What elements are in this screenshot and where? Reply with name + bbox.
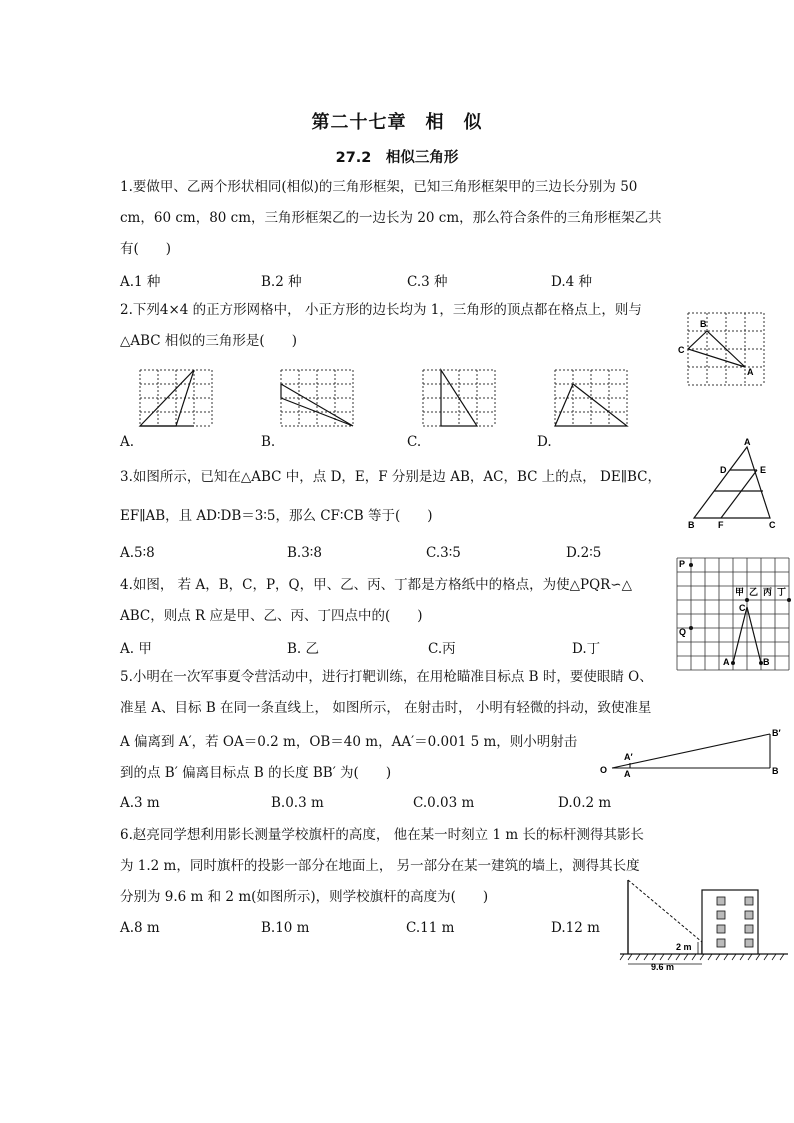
q4-label-c: C <box>739 603 746 613</box>
q1-line-2: cm，60 cm，80 cm，三角形框架乙的一边长为 20 cm，那么符合条件的三角形框架乙共 <box>120 210 662 226</box>
q6-label-2m: 2 m <box>676 942 692 952</box>
q4-label-jia: 甲 <box>735 587 745 597</box>
q1-option-a[interactable]: A.1 种 <box>120 274 161 290</box>
q3-option-a[interactable]: A.5∶8 <box>120 545 155 561</box>
q2-option-d-figure <box>555 370 627 426</box>
q5-label-a: A <box>624 769 631 779</box>
q2-label-a: A <box>747 367 754 377</box>
q3-label-b: B <box>688 520 695 530</box>
q5-label-b-prime: B′ <box>772 728 781 738</box>
q2-option-b-figure <box>281 370 353 426</box>
q2-option-d[interactable]: D. <box>537 434 552 450</box>
q5-label-b: B <box>772 766 779 776</box>
q3-line-2: EF∥AB，且 AD∶DB＝3∶5，那么 CF∶CB 等于( ) <box>120 508 433 524</box>
q6-line-2: 为 1.2 m，同时旗杆的投影一部分在地面上， 另一部分在某一建筑的墙上，测得其长度 <box>120 858 640 874</box>
q5-label-a-prime: A′ <box>624 752 633 762</box>
q6-option-c[interactable]: C.11 m <box>406 920 455 936</box>
page-title: 第二十七章 相 似 <box>311 112 483 133</box>
q2-option-a-figure <box>140 370 212 426</box>
q6-line-1: 6.赵亮同学想利用影长测量学校旗杆的高度， 他在某一时刻立 1 m 长的标杆测得其影长 <box>120 827 644 843</box>
q2-label-c: C <box>678 345 685 355</box>
q5-option-c[interactable]: C.0.03 m <box>413 795 475 811</box>
q4-option-c[interactable]: C.丙 <box>428 641 456 657</box>
q1-option-c[interactable]: C.3 种 <box>407 274 448 290</box>
q1-option-b[interactable]: B.2 种 <box>261 274 302 290</box>
q6-label-9-6m: 9.6 m <box>651 962 675 972</box>
q6-option-d[interactable]: D.12 m <box>551 920 600 936</box>
section-subtitle: 27.2 相似三角形 <box>335 150 459 166</box>
q6-option-b[interactable]: B.10 m <box>261 920 310 936</box>
q3-label-f: F <box>718 520 724 530</box>
q5-line-3: A 偏离到 A′，若 OA＝0.2 m，OB＝40 m，AA′＝0.001 5 m，则小明射击 <box>120 734 578 750</box>
q3-label-c: C <box>769 520 776 530</box>
q4-label-yi: 乙 <box>749 587 759 597</box>
q2-option-c[interactable]: C. <box>407 434 422 450</box>
q4-line-1: 4.如图， 若 A，B，C，P，Q，甲、乙、丙、丁都是方格纸中的格点，为使△PQR∽△ <box>120 577 633 593</box>
q5-line-1: 5.小明在一次军事夏令营活动中，进行打靶训练，在用枪瞄准目标点 B 时，要使眼睛 O、 <box>120 669 653 685</box>
q4-option-b[interactable]: B. 乙 <box>287 641 320 657</box>
q2-option-b[interactable]: B. <box>261 434 276 450</box>
q6-line-3: 分别为 9.6 m 和 2 m(如图所示)，则学校旗杆的高度为( ) <box>120 889 489 905</box>
q4-label-p: P <box>679 559 686 569</box>
q3-option-c[interactable]: C.3∶5 <box>426 545 461 561</box>
q6-figure <box>620 878 790 973</box>
q1-line-3: 有( ) <box>120 241 172 257</box>
q2-line-1: 2.下列4×4 的正方形网格中， 小正方形的边长均为 1，三角形的顶点都在格点上，则与 <box>120 302 642 318</box>
q4-option-d[interactable]: D.丁 <box>572 641 601 657</box>
q4-label-b: B <box>763 657 770 667</box>
q5-option-b[interactable]: B.0.3 m <box>271 795 324 811</box>
q5-label-o: O <box>600 765 608 775</box>
q3-label-d: D <box>720 465 727 475</box>
q5-option-d[interactable]: D.0.2 m <box>558 795 612 811</box>
q2-reference-figure <box>678 313 764 385</box>
q4-label-ding: 丁 <box>777 587 787 597</box>
q4-label-bing: 丙 <box>763 587 773 597</box>
q5-option-a[interactable]: A.3 m <box>120 795 160 811</box>
q3-line-1: 3.如图所示，已知在△ABC 中，点 D，E，F 分别是边 AB，AC，BC 上的点， DE∥BC， <box>120 469 661 485</box>
q4-figure <box>677 558 789 670</box>
q5-line-4: 到的点 B′ 偏离目标点 B 的长度 BB′ 为( ) <box>120 765 392 781</box>
q1-option-d[interactable]: D.4 种 <box>551 274 593 290</box>
q5-line-2: 准星 A、目标 B 在同一条直线上， 如图所示， 在射击时， 小明有轻微的抖动，致使准星 <box>120 700 652 716</box>
q2-label-b: B <box>700 319 707 329</box>
q2-option-c-figure <box>423 370 495 426</box>
q4-line-2: ABC，则点 R 应是甲、乙、丙、丁四点中的( ) <box>120 608 423 624</box>
q2-line-2: △ABC 相似的三角形是( ) <box>120 333 297 349</box>
q4-label-q: Q <box>679 627 687 637</box>
q6-option-a[interactable]: A.8 m <box>120 920 160 936</box>
q4-label-a: A <box>723 657 730 667</box>
q5-figure <box>598 728 788 780</box>
q1-line-1: 1.要做甲、乙两个形状相同(相似)的三角形框架，已知三角形框架甲的三边长分别为 50 <box>120 179 638 195</box>
q3-label-e: E <box>760 465 767 475</box>
q4-option-a[interactable]: A. 甲 <box>120 641 152 657</box>
q3-label-a: A <box>744 437 751 447</box>
q3-option-b[interactable]: B.3∶8 <box>287 545 322 561</box>
q3-option-d[interactable]: D.2∶5 <box>566 545 602 561</box>
q3-figure <box>686 437 786 530</box>
q2-option-a[interactable]: A. <box>120 434 135 450</box>
